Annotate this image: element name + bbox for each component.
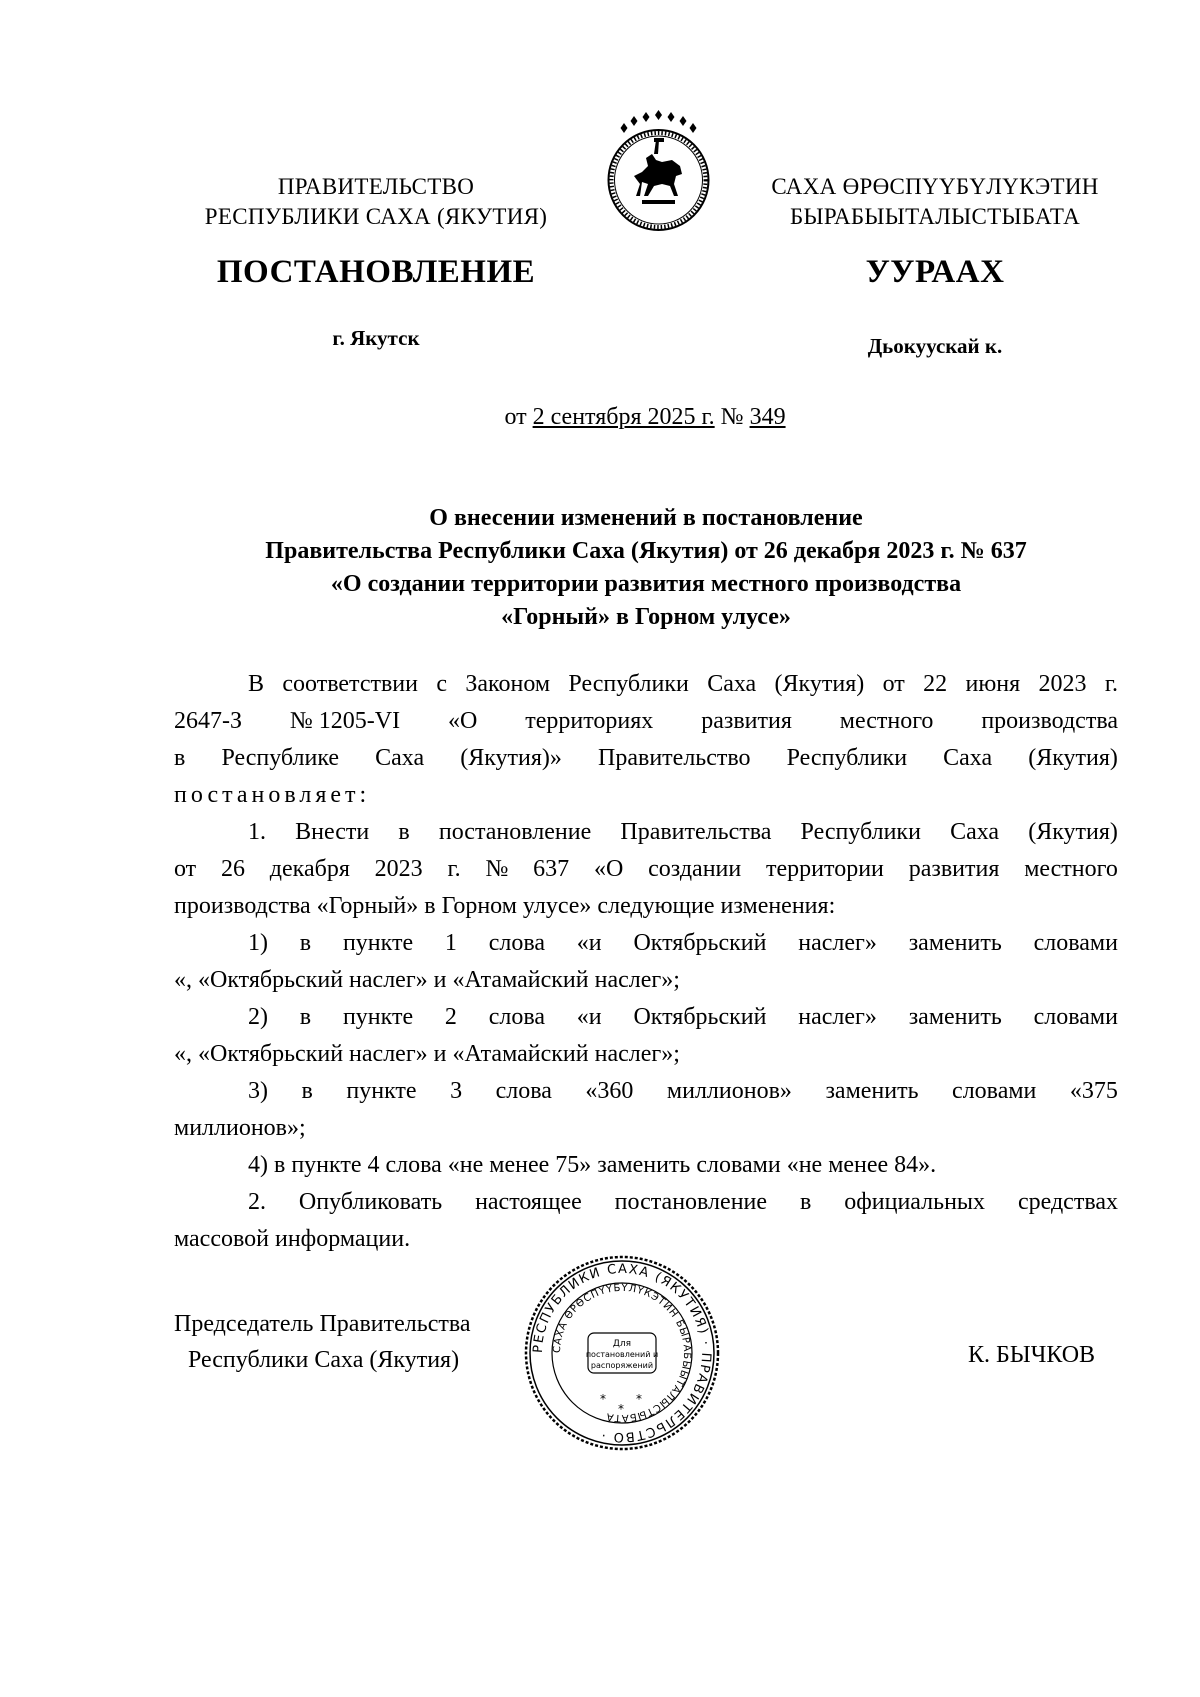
- body-word: «360: [585, 1078, 634, 1104]
- body-line: [174, 925, 1118, 962]
- body-word: от: [174, 856, 197, 882]
- body-line: [174, 777, 1118, 814]
- body-word: Октябрьский: [633, 1004, 767, 1030]
- signatory-position-line2: Республики Саха (Якутия): [188, 1347, 460, 1373]
- date-number-line: [0, 404, 1200, 431]
- body-word: Саха: [950, 819, 1000, 845]
- body-word: 2: [444, 1004, 457, 1030]
- body-line: [174, 851, 1118, 888]
- body-word: 2023: [1038, 671, 1087, 697]
- body-line: [174, 740, 1118, 777]
- body-word: в: [301, 1078, 313, 1104]
- header-right-line1: САХА ӨРӨСПҮҮБҮЛҮКЭТИН: [771, 174, 1099, 199]
- body-word: Республике: [221, 745, 340, 771]
- header-right-line2: БЫРАБЫЫТАЛЫСТЫБАТА: [789, 204, 1081, 229]
- seal-inner-text: САХА ӨРӨСПҮҮБҮЛҮКЭТИН БЫРАБЫЫТАЛЫСТЫБАТА: [551, 1282, 693, 1424]
- body-line: [174, 999, 1118, 1036]
- body-word: г.: [1104, 671, 1118, 697]
- seal-outer-text: РЕСПУБЛИКИ САХА (ЯКУТИЯ) · ПРАВИТЕЛЬСТВО ·: [530, 1261, 714, 1445]
- body-word: 2.: [248, 1189, 266, 1215]
- body-word: г.: [447, 856, 461, 882]
- body-word: Правительства: [620, 819, 772, 845]
- body-word: 3): [248, 1078, 268, 1104]
- body-word: В: [248, 671, 265, 697]
- body-line: [174, 1036, 1118, 1073]
- body-word: создании: [648, 856, 742, 882]
- body-word: Республики: [568, 671, 689, 697]
- body-line: [174, 962, 1118, 999]
- document-number: 349: [749, 404, 786, 430]
- body-word: «375: [1069, 1078, 1118, 1104]
- body-word: 2023: [374, 856, 423, 882]
- body-word: наслег»: [798, 1004, 877, 1030]
- body-word: 1.: [248, 819, 266, 845]
- document-date: 2 сентября 2025 г.: [532, 404, 715, 430]
- body-word: Саха: [707, 671, 757, 697]
- svg-text:*: *: [600, 1392, 606, 1406]
- body-word: 1: [444, 930, 457, 956]
- body-line: [174, 1073, 1118, 1110]
- body-word: слова: [495, 1078, 552, 1104]
- title-line: О внесении изменений в постановление: [429, 505, 863, 531]
- body-word: Правительство: [598, 745, 751, 771]
- body-line: [174, 666, 1118, 703]
- body-word: декабря: [269, 856, 350, 882]
- body-text: миллионов»;: [174, 1115, 306, 1141]
- header-left-line1: ПРАВИТЕЛЬСТВО: [277, 174, 475, 199]
- title-line: Правительства Республики Саха (Якутия) от 26 декабря 2023 г. № 637: [265, 538, 1027, 564]
- body-word: территории: [766, 856, 884, 882]
- body-word: Октябрьский: [633, 930, 767, 956]
- body-word: Республики: [786, 745, 908, 771]
- body-word: местного: [839, 708, 934, 734]
- doctype-right: УУРААХ: [865, 254, 1005, 290]
- body-word: заменить: [825, 1078, 919, 1104]
- seal-center-line2: постановлений и: [585, 1350, 659, 1359]
- body-word: (Якутия): [774, 671, 865, 697]
- body-line: [174, 888, 1118, 925]
- body-line: [174, 1110, 1118, 1147]
- body-word: производства: [981, 708, 1118, 734]
- body-word: словами: [952, 1078, 1037, 1104]
- body-text: производства «Горный» в Горном улусе» следующие изменения:: [174, 893, 836, 919]
- body-word: (Якутия)»: [460, 745, 562, 771]
- body-word: в: [398, 819, 410, 845]
- header-left-org: [176, 172, 576, 232]
- body-line: [174, 814, 1118, 851]
- body-word: от: [882, 671, 905, 697]
- title-line: «О создании территории развития местного производства: [330, 571, 962, 597]
- body-word: июня: [965, 671, 1021, 697]
- body-word: постановление: [438, 819, 592, 845]
- body-word: пункте: [346, 1078, 417, 1104]
- body-word: «и: [576, 930, 602, 956]
- body-word: развития: [908, 856, 1000, 882]
- body-word: с: [436, 671, 447, 697]
- body-word: «О: [593, 856, 624, 882]
- header-left-line2: РЕСПУБЛИКИ САХА (ЯКУТИЯ): [204, 204, 548, 229]
- body-text: массовой информации.: [174, 1226, 411, 1252]
- body-word: пункте: [342, 1004, 414, 1030]
- body-line: [174, 703, 1118, 740]
- body-text: «, «Октябрьский наслег» и «Атамайский наслег»;: [174, 1041, 680, 1067]
- body-word: Саха: [943, 745, 993, 771]
- body-word: слова: [488, 1004, 545, 1030]
- body-word: в: [799, 1189, 812, 1215]
- signatory-position: [174, 1306, 471, 1378]
- body-word: местного: [1024, 856, 1118, 882]
- body-word: 22: [923, 671, 948, 697]
- sakha-republic-emblem-icon: [596, 110, 721, 235]
- seal-center-line3: распоряжений: [590, 1361, 654, 1370]
- body-word: заменить: [908, 930, 1002, 956]
- body-word: соответствии: [282, 671, 418, 697]
- body-word: «О: [448, 708, 478, 734]
- body-word: Законом: [465, 671, 551, 697]
- body-word: 3: [450, 1078, 463, 1104]
- body-word: 26: [220, 856, 245, 882]
- body-word: Внести: [295, 819, 370, 845]
- body-word: №: [485, 856, 509, 882]
- body-word: заменить: [908, 1004, 1002, 1030]
- body-word: (Якутия): [1028, 819, 1118, 845]
- body-word: словами: [1033, 930, 1118, 956]
- doctype-left: ПОСТАНОВЛЕНИЕ: [216, 254, 536, 290]
- city-left: г. Якутск: [332, 326, 420, 350]
- body-word: 2): [248, 1004, 268, 1030]
- date-prefix: от: [504, 404, 527, 430]
- svg-text:*: *: [636, 1392, 642, 1406]
- city-right: Дьокуускай к.: [867, 334, 1003, 358]
- body-word: средствах: [1017, 1189, 1118, 1215]
- body-line: [174, 1184, 1118, 1221]
- body-word: в: [299, 930, 312, 956]
- document-body: [174, 666, 1118, 1258]
- body-word: (Якутия): [1028, 745, 1118, 771]
- body-word: в: [299, 1004, 312, 1030]
- header-right-org: [735, 172, 1135, 232]
- body-word: Опубликовать: [298, 1189, 443, 1215]
- body-word: территориях: [525, 708, 654, 734]
- body-word: Республики: [800, 819, 921, 845]
- body-word: Саха: [375, 745, 425, 771]
- body-word: наслег»: [798, 930, 877, 956]
- body-word: настоящее: [475, 1189, 582, 1215]
- body-word: официальных: [844, 1189, 986, 1215]
- body-text: «, «Октябрьский наслег» и «Атамайский наслег»;: [174, 967, 680, 993]
- body-word: 637: [533, 856, 570, 882]
- document-title: [176, 502, 1116, 634]
- signatory-position-line1: Председатель Правительства: [174, 1311, 471, 1337]
- svg-text:*: *: [618, 1402, 624, 1416]
- body-word: пункте: [342, 930, 414, 956]
- body-word: 2647-З: [174, 708, 243, 734]
- title-line: «Горный» в Горном улусе»: [501, 604, 791, 630]
- seal-center-line1: Для: [612, 1339, 632, 1349]
- number-sign: №: [720, 404, 744, 430]
- official-seal-icon: [522, 1253, 722, 1453]
- body-word: № 1205-VI: [289, 708, 401, 734]
- body-word: развития: [701, 708, 792, 734]
- body-word: постановление: [614, 1189, 768, 1215]
- body-word: словами: [1033, 1004, 1118, 1030]
- body-line: [174, 1147, 1118, 1184]
- signatory-name: К. БЫЧКОВ: [968, 1342, 1096, 1368]
- body-text: 4) в пункте 4 слова «не менее 75» заменить словами «не менее 84».: [248, 1152, 937, 1178]
- body-word: в: [174, 745, 186, 771]
- body-word: слова: [488, 930, 545, 956]
- body-word: миллионов»: [666, 1078, 792, 1104]
- body-word: «и: [576, 1004, 602, 1030]
- body-word: 1): [248, 930, 268, 956]
- resolves-word: постановляет:: [174, 782, 371, 808]
